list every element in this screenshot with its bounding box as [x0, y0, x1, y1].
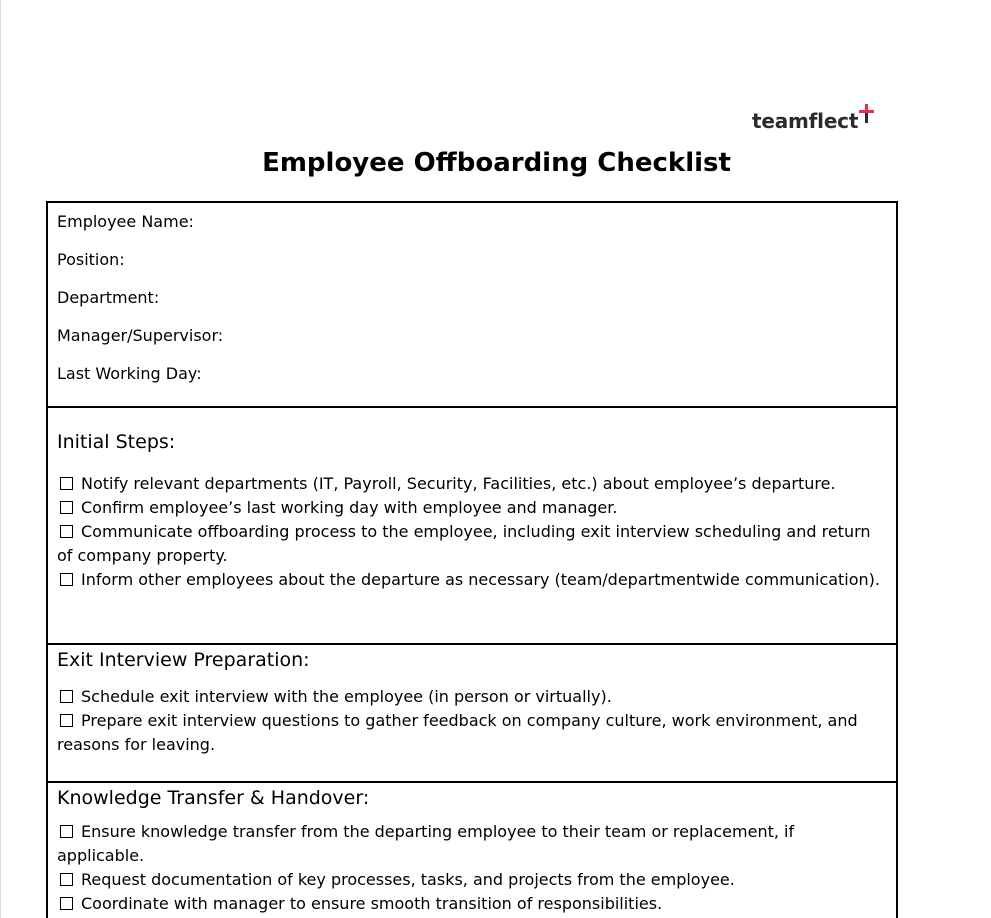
exit-interview-section — [48, 645, 896, 783]
teamflect-logo — [752, 104, 875, 138]
checkbox[interactable] — [60, 873, 73, 886]
employee-info-section — [48, 203, 896, 408]
checkbox[interactable] — [60, 573, 73, 586]
checklist-item — [57, 868, 886, 892]
section-heading: Exit Interview Preparation: — [57, 649, 310, 671]
checkbox[interactable] — [60, 897, 73, 910]
knowledge-transfer-section — [48, 783, 896, 916]
checkbox[interactable] — [60, 714, 73, 727]
checklist-item-text: Notify relevant departments (IT, Payroll, Security, Facilities, etc.) about employee’s departure. — [81, 474, 836, 493]
checkbox[interactable] — [60, 825, 73, 838]
checklist-item — [57, 820, 886, 868]
checklist-item-text: Inform other employees about the departure as necessary (team/departmentwide communication). — [81, 570, 880, 589]
checklist-item-text: Coordinate with manager to ensure smooth transition of responsibilities. — [81, 894, 663, 913]
plus-icon — [859, 104, 875, 124]
manager-supervisor-field[interactable]: Manager/Supervisor: — [57, 326, 224, 345]
checklist-item-text: Communicate offboarding process to the employee, including exit interview scheduling and return of company property. — [57, 522, 871, 565]
checkbox[interactable] — [60, 477, 73, 490]
section-heading: Knowledge Transfer & Handover: — [57, 787, 370, 809]
checklist-item — [57, 520, 886, 568]
checklist-item — [57, 568, 886, 592]
checkbox[interactable] — [60, 501, 73, 514]
department-field[interactable]: Department: — [57, 288, 160, 307]
checklist-item — [57, 472, 886, 496]
initial-steps-section — [48, 408, 896, 645]
checklist-item — [57, 892, 886, 916]
section-heading: Initial Steps: — [57, 431, 176, 453]
employee-name-field[interactable]: Employee Name: — [57, 212, 194, 231]
checklist-item — [57, 685, 886, 709]
checkbox[interactable] — [60, 690, 73, 703]
checklist-item-text: Prepare exit interview questions to gather feedback on company culture, work environment, and reasons for leaving. — [57, 711, 858, 754]
checklist-item-text: Schedule exit interview with the employee (in person or virtually). — [81, 687, 612, 706]
checkbox[interactable] — [60, 525, 73, 538]
last-working-day-field[interactable]: Last Working Day: — [57, 364, 202, 383]
checklist-table — [46, 201, 898, 918]
checklist-item-text: Request documentation of key processes, tasks, and projects from the employee. — [81, 870, 735, 889]
document-title: Employee Offboarding Checklist — [262, 148, 731, 178]
logo-text: teamflect — [752, 109, 859, 133]
checklist-item-text: Confirm employee’s last working day with employee and manager. — [81, 498, 618, 517]
checklist-item — [57, 709, 886, 757]
checklist-item — [57, 496, 886, 520]
position-field[interactable]: Position: — [57, 250, 125, 269]
checklist-item-text: Ensure knowledge transfer from the departing employee to their team or replacement, if applicable. — [57, 822, 795, 865]
